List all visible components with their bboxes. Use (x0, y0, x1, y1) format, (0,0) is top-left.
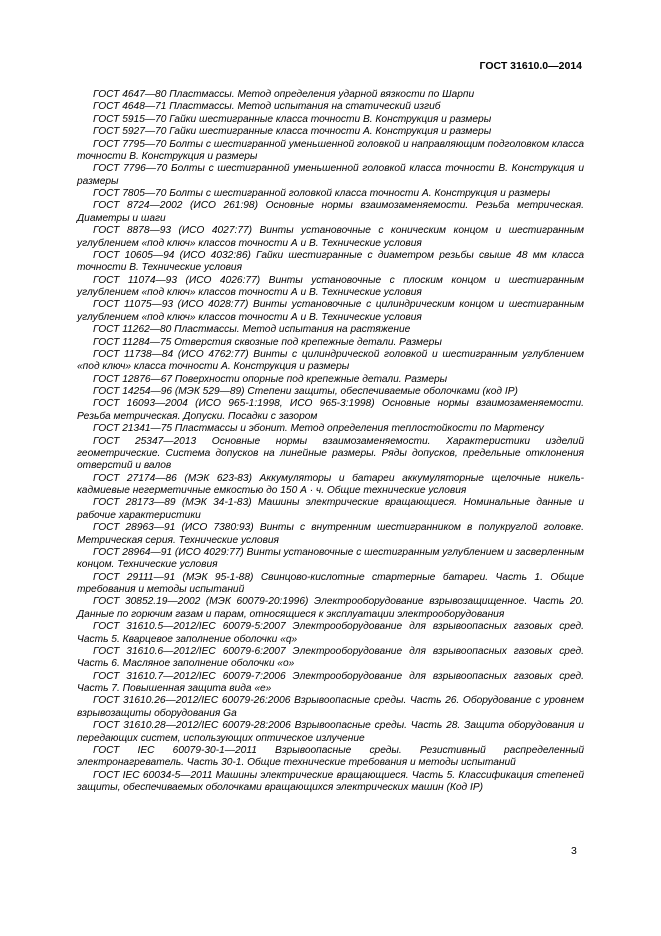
reference-entry: ГОСТ 31610.26—2012/IEC 60079-26:2006 Взрывоопасные среды. Часть 26. Оборудование с уровнем взрывозащиты оборудования Ga (77, 695, 584, 719)
reference-entry: ГОСТ IEC 60034-5—2011 Машины электрические вращающиеся. Часть 5. Классификация степеней защиты, обеспечиваемых оболочками вращающихся электрических машин (Код IP) (77, 769, 584, 793)
reference-entry: ГОСТ 28173—89 (МЭК 34-1-83) Машины электрические вращающиеся. Номинальные данные и рабочие характеристики (77, 497, 584, 521)
reference-entry: ГОСТ 29111—91 (МЭК 95-1-88) Свинцово-кислотные стартерные батареи. Часть 1. Общие требования и методы испытаний (77, 571, 584, 595)
reference-entry: ГОСТ 7795—70 Болты с шестигранной уменьшенной головкой и направляющим подголовком класса точности В. Конструкция и размеры (77, 138, 584, 162)
reference-entry: ГОСТ 16093—2004 (ИСО 965-1:1998, ИСО 965-3:1998) Основные нормы взаимозаменяемости. Резьба метрическая. Допуски. Посадки с зазором (77, 398, 584, 422)
document-code: ГОСТ 31610.0—2014 (479, 60, 582, 72)
reference-entry: ГОСТ IEC 60079-30-1—2011 Взрывоопасные среды. Резистивный распределенный электронагреватель. Часть 30-1. Общие технические требования и методы испытаний (77, 744, 584, 769)
reference-entry: ГОСТ 28964—91 (ИСО 4029:77) Винты установочные с шестигранным углублением и засверленным концом. Технические условия (77, 546, 584, 571)
reference-entry: ГОСТ 30852.19—2002 (МЭК 60079-20:1996) Электрооборудование взрывозащищенное. Часть 20. Данные по горючим газам и парам, относящиеся к эксплуатации электрооборудования (77, 596, 584, 620)
normative-references-list (77, 89, 584, 794)
reference-entry: ГОСТ 11074—93 (ИСО 4026:77) Винты установочные с плоским концом и шестигранным углублением «под ключ» классов точности А и В. Технические условия (77, 274, 584, 298)
reference-entry: ГОСТ 25347—2013 Основные нормы взаимозаменяемости. Характеристики изделий геометрические. Система допусков на линейные размеры. Ряды допусков, предельные отклонения отверстий и валов (77, 435, 584, 472)
reference-entry: ГОСТ 8724—2002 (ИСО 261:98) Основные нормы взаимозаменяемости. Резьба метрическая. Диаметры и шаги (77, 200, 584, 224)
reference-entry: ГОСТ 31610.5—2012/IEC 60079-5:2007 Электрооборудование для взрывоопасных газовых сред. Часть 5. Кварцевое заполнение оболочки «q» (77, 621, 584, 645)
reference-entry: ГОСТ 8878—93 (ИСО 4027:77) Винты установочные с коническим концом и шестигранным углублением «под ключ» классов точности А и В. Технические условия (77, 225, 584, 249)
reference-entry: ГОСТ 14254—96 (МЭК 529—89) Степени защиты, обеспечиваемые оболочками (код IP) (93, 386, 518, 397)
reference-entry: ГОСТ 11262—80 Пластмассы. Метод испытания на растяжение (93, 324, 411, 336)
reference-entry: ГОСТ 11075—93 (ИСО 4028:77) Винты установочные с цилиндрическим концом и шестигранным углублением «под ключ» классов точности А и В. Технические условия (77, 299, 584, 323)
reference-entry: ГОСТ 31610.7—2012/IEC 60079-7:2006 Электрооборудование для взрывоопасных газовых сред. Часть 7. Повышенная защита вида «е» (77, 670, 584, 694)
reference-entry: ГОСТ 21341—75 Пластмассы и эбонит. Метод определения теплостойкости по Мартенсу (93, 423, 544, 435)
reference-entry: ГОСТ 31610.6—2012/IEC 60079-6:2007 Электрооборудование для взрывоопасных газовых сред. Часть 6. Масляное заполнение оболочки «о» (77, 645, 584, 670)
page-number: 3 (571, 845, 577, 857)
reference-entry: ГОСТ 11284—75 Отверстия сквозные под крепежные детали. Размеры (93, 336, 442, 348)
reference-entry: ГОСТ 5915—70 Гайки шестигранные класса точности В. Конструкция и размеры (93, 113, 492, 125)
reference-entry: ГОСТ 4647—80 Пластмассы. Метод определения ударной вязкости по Шарпи (93, 89, 475, 100)
reference-entry: ГОСТ 11738—84 (ИСО 4762:77) Винты с цилиндрической головкой и шестигранным углублением «под ключ» класса точности А. Конструкция и размеры (77, 348, 584, 373)
reference-entry: ГОСТ 28963—91 (ИСО 7380:93) Винты с внутренним шестигранником в полукруглой головке. Метрическая серия. Технические условия (77, 522, 584, 546)
reference-entry: ГОСТ 4648—71 Пластмассы. Метод испытания на статический изгиб (93, 101, 441, 113)
reference-entry: ГОСТ 5927—70 Гайки шестигранные класса точности А. Конструкция и размеры (93, 126, 492, 138)
reference-entry: ГОСТ 27174—86 (МЭК 623-83) Аккумуляторы и батареи аккумуляторные щелочные никель-кадмиевые негерметичные емкостью до 150 А · ч. Общие технические условия (77, 472, 584, 496)
reference-entry: ГОСТ 10605—94 (ИСО 4032:86) Гайки шестигранные с диаметром резьбы свыше 48 мм класса точности В. Технические условия (77, 249, 584, 274)
reference-entry: ГОСТ 31610.28—2012/IEC 60079-28:2006 Взрывоопасные среды. Часть 28. Защита оборудования и передающих систем, использующих оптическое излучение (77, 720, 584, 744)
reference-entry: ГОСТ 7796—70 Болты с шестигранной уменьшенной головкой класса точности В. Конструкция и размеры (77, 163, 584, 187)
reference-entry: ГОСТ 12876—67 Поверхности опорные под крепежные детали. Размеры (93, 373, 448, 385)
reference-entry: ГОСТ 7805—70 Болты с шестигранной головкой класса точности А. Конструкция и размеры (93, 188, 551, 199)
